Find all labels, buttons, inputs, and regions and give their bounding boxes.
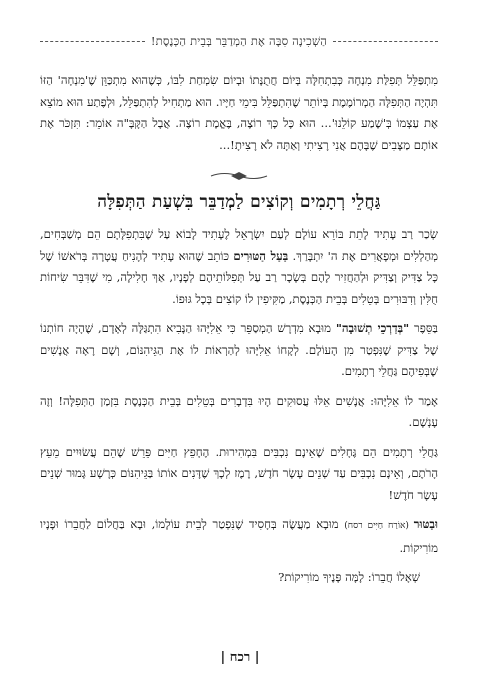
paragraph-coals: גַּחֲלֵי רְתָמִים הֵם גֶּחָלִים שֶׁאֵינָם נִכְבִּים בִּמְהִירוּת. הֶחָפֵץ חַיִּים פֵּרֵשׁ שֶׁהֵם עֲשׂוּיִים מֵעֵץ הָרֹתֶם, וְאֵינָם נִכְבִּים עַד שְׁנֵים עָשָׂר חֹדֶשׁ, רֶמֶז לְכָךְ שֶׁדָּנִים אוֹתוֹ בַּגֵּיהִנּוֹם כְּרָשָׁע גָּמוּר שְׁנֵים עָשָׂר חֹדֶשׁ! [40, 444, 438, 502]
section-title: גַּחֲלֵי רְתָמִים וְקוֹצִים לַמְדַבֵּר בִּשְׁעַת הַתְּפִלָּה [97, 192, 381, 212]
paragraph-tur [40, 514, 438, 559]
header-dash-left [40, 41, 145, 42]
source-baal-haturim: בַּעַל הַטּוּרִים [233, 248, 289, 263]
paragraph-midrash-text-c: מוּבָא מִדְרָשׁ הַמְסַפֵּר כִּי אֵלִיָּהוּ הַנָּבִיא הִתְגַּלָּה לְאָדָם, שֶׁהָיָה חוֹתְנוֹ שֶׁל צַדִּיק שֶׁנִּפְטַר מִן הָעוֹלָם. לְקָחוֹ אֵלִיָּהוּ לְהַרְאוֹת לוֹ אֶת הַגֵּיהִנּוֹם, וְשָׁם רָאָה אֲנָשִׁים שֶׁבְּפִיהֶם גַּחֲלֵי רְתָמִים. [40, 321, 438, 378]
ornament-flourish-icon [209, 170, 269, 182]
paragraph-reward-text-c: כּוֹתֵב שֶׁהוּא עָתִיד לְהָנִיחַ עֲטָרָה בְּרֹאשׁוֹ שֶׁל כָּל צַדִּיק וְצַדִּיק וּלְהַחֲזִיר לָהֶם בְּשָׂכָר רַב עַל תְּפִלּוֹתֵיהֶם לְפָנָיו, אַךְ חָלִילָה, מִי שֶׁדִּבֵּר שִׂיחוֹת חֻלִּין וְדִבּוּרִים בְּטֵלִים בְּבֵית הַכְּנֶסֶת, מַקִּיפִין לוֹ קוֹצִים בְּכָל גּוּפוֹ. [40, 248, 438, 306]
opening-paragraph: מִתְפַּלֵּל תְּפִלַּת מִנְחָה כְּבִתְחִלָּה בְּיוֹם חֲתֻנָּתוֹ וּבְיוֹם שִׂמְחַת לִבּוֹ, כְּשֶׁהוּא מִתְכַּוֵּן שֶׁ'מִנְחָה' הַזּוֹ תִּהְיֶה הַתְּפִלָּה הַמְרוֹמֶמֶת בְּיוֹתֵר שֶׁהִתְפַּלֵּל בִּימֵי חַיָּיו. הוּא מַתְחִיל לְהִתְפַּלֵּל, וּלְפֶתַע הוּא מוֹצֵא אֶת עַצְמוֹ בְּ'שֶׁמַע קוֹלֵנוּ'... הוּא כָּל כָּךְ רוֹצֶה, בֶּאֱמֶת רוֹצֶה. אֲבָל הַקָּבָּ"ה אוֹמֵר: תִּזְכֹּר אֶת אוֹתָם מַצָּבִים שֶׁבָּהֶם אֲנִי רָצִיתִי וְאַתָּה לֹא רָצִיתָ!... [40, 73, 438, 152]
source-reference: (אוֹרַח חַיִּים רסח) [344, 521, 414, 531]
header-title: הַשְׁכִינָה סִבָּה אֶת הַמְדַבֵּר בְּבֵית הַכְּנֶסֶת! [150, 34, 328, 48]
ornament-divider [40, 170, 438, 182]
paragraph-reward [40, 224, 438, 310]
running-header [40, 0, 438, 52]
paragraph-midrash [40, 318, 438, 383]
page-number: | רכח | [220, 650, 260, 665]
paragraph-tur-text-c: מוּבָא מַעֲשֶׂה בְּחָסִיד שֶׁנִּפְטַר לְבֵית עוֹלָמוֹ, וּבָא בַּחֲלוֹם לַחֲבֵרוֹ וּפָנָיו מוֹרִיקוֹת. [40, 517, 438, 555]
source-tur: וּבַטּוּר [413, 517, 438, 531]
paragraph-reward-text-a: שְׂכַר רַב עָתִיד לָתֵת בּוֹרֵא עוֹלָם לְעַם יִשְׂרָאֵל לֶעָתִיד לָבוֹא עַל שֶׁבִּתְפִלָּתָם הֵם מְשַׁבְּחִים, מְהַלְלִים וּמְפָאֲרִים אֶת ה' יִתְבָּרַךְ. [40, 227, 439, 263]
paragraph-eliyahu: אָמַר לוֹ אֵלִיָּהוּ: אֲנָשִׁים אֵלּוּ עֲסוּקִים הָיוּ בִּדְבָרִים בְּטֵלִים בְּבֵית הַכְּנֶסֶת בִּזְמַן הַתְּפִלָּה! וְזֶה עָנְשָׁם. [40, 393, 438, 429]
paragraph-midrash-text-a: בַּסֵּפֶר [409, 321, 439, 335]
paragraph-question: שְׁאָלוֹ חֲבֵרוֹ: לָמָּה פָּנֶיךָ מוֹרִיקוֹת? [278, 570, 420, 584]
header-dash-right [333, 41, 438, 42]
source-darkhei-teshuva: "בְּדַרְכֵי תְשׁוּבָה" [335, 321, 410, 335]
